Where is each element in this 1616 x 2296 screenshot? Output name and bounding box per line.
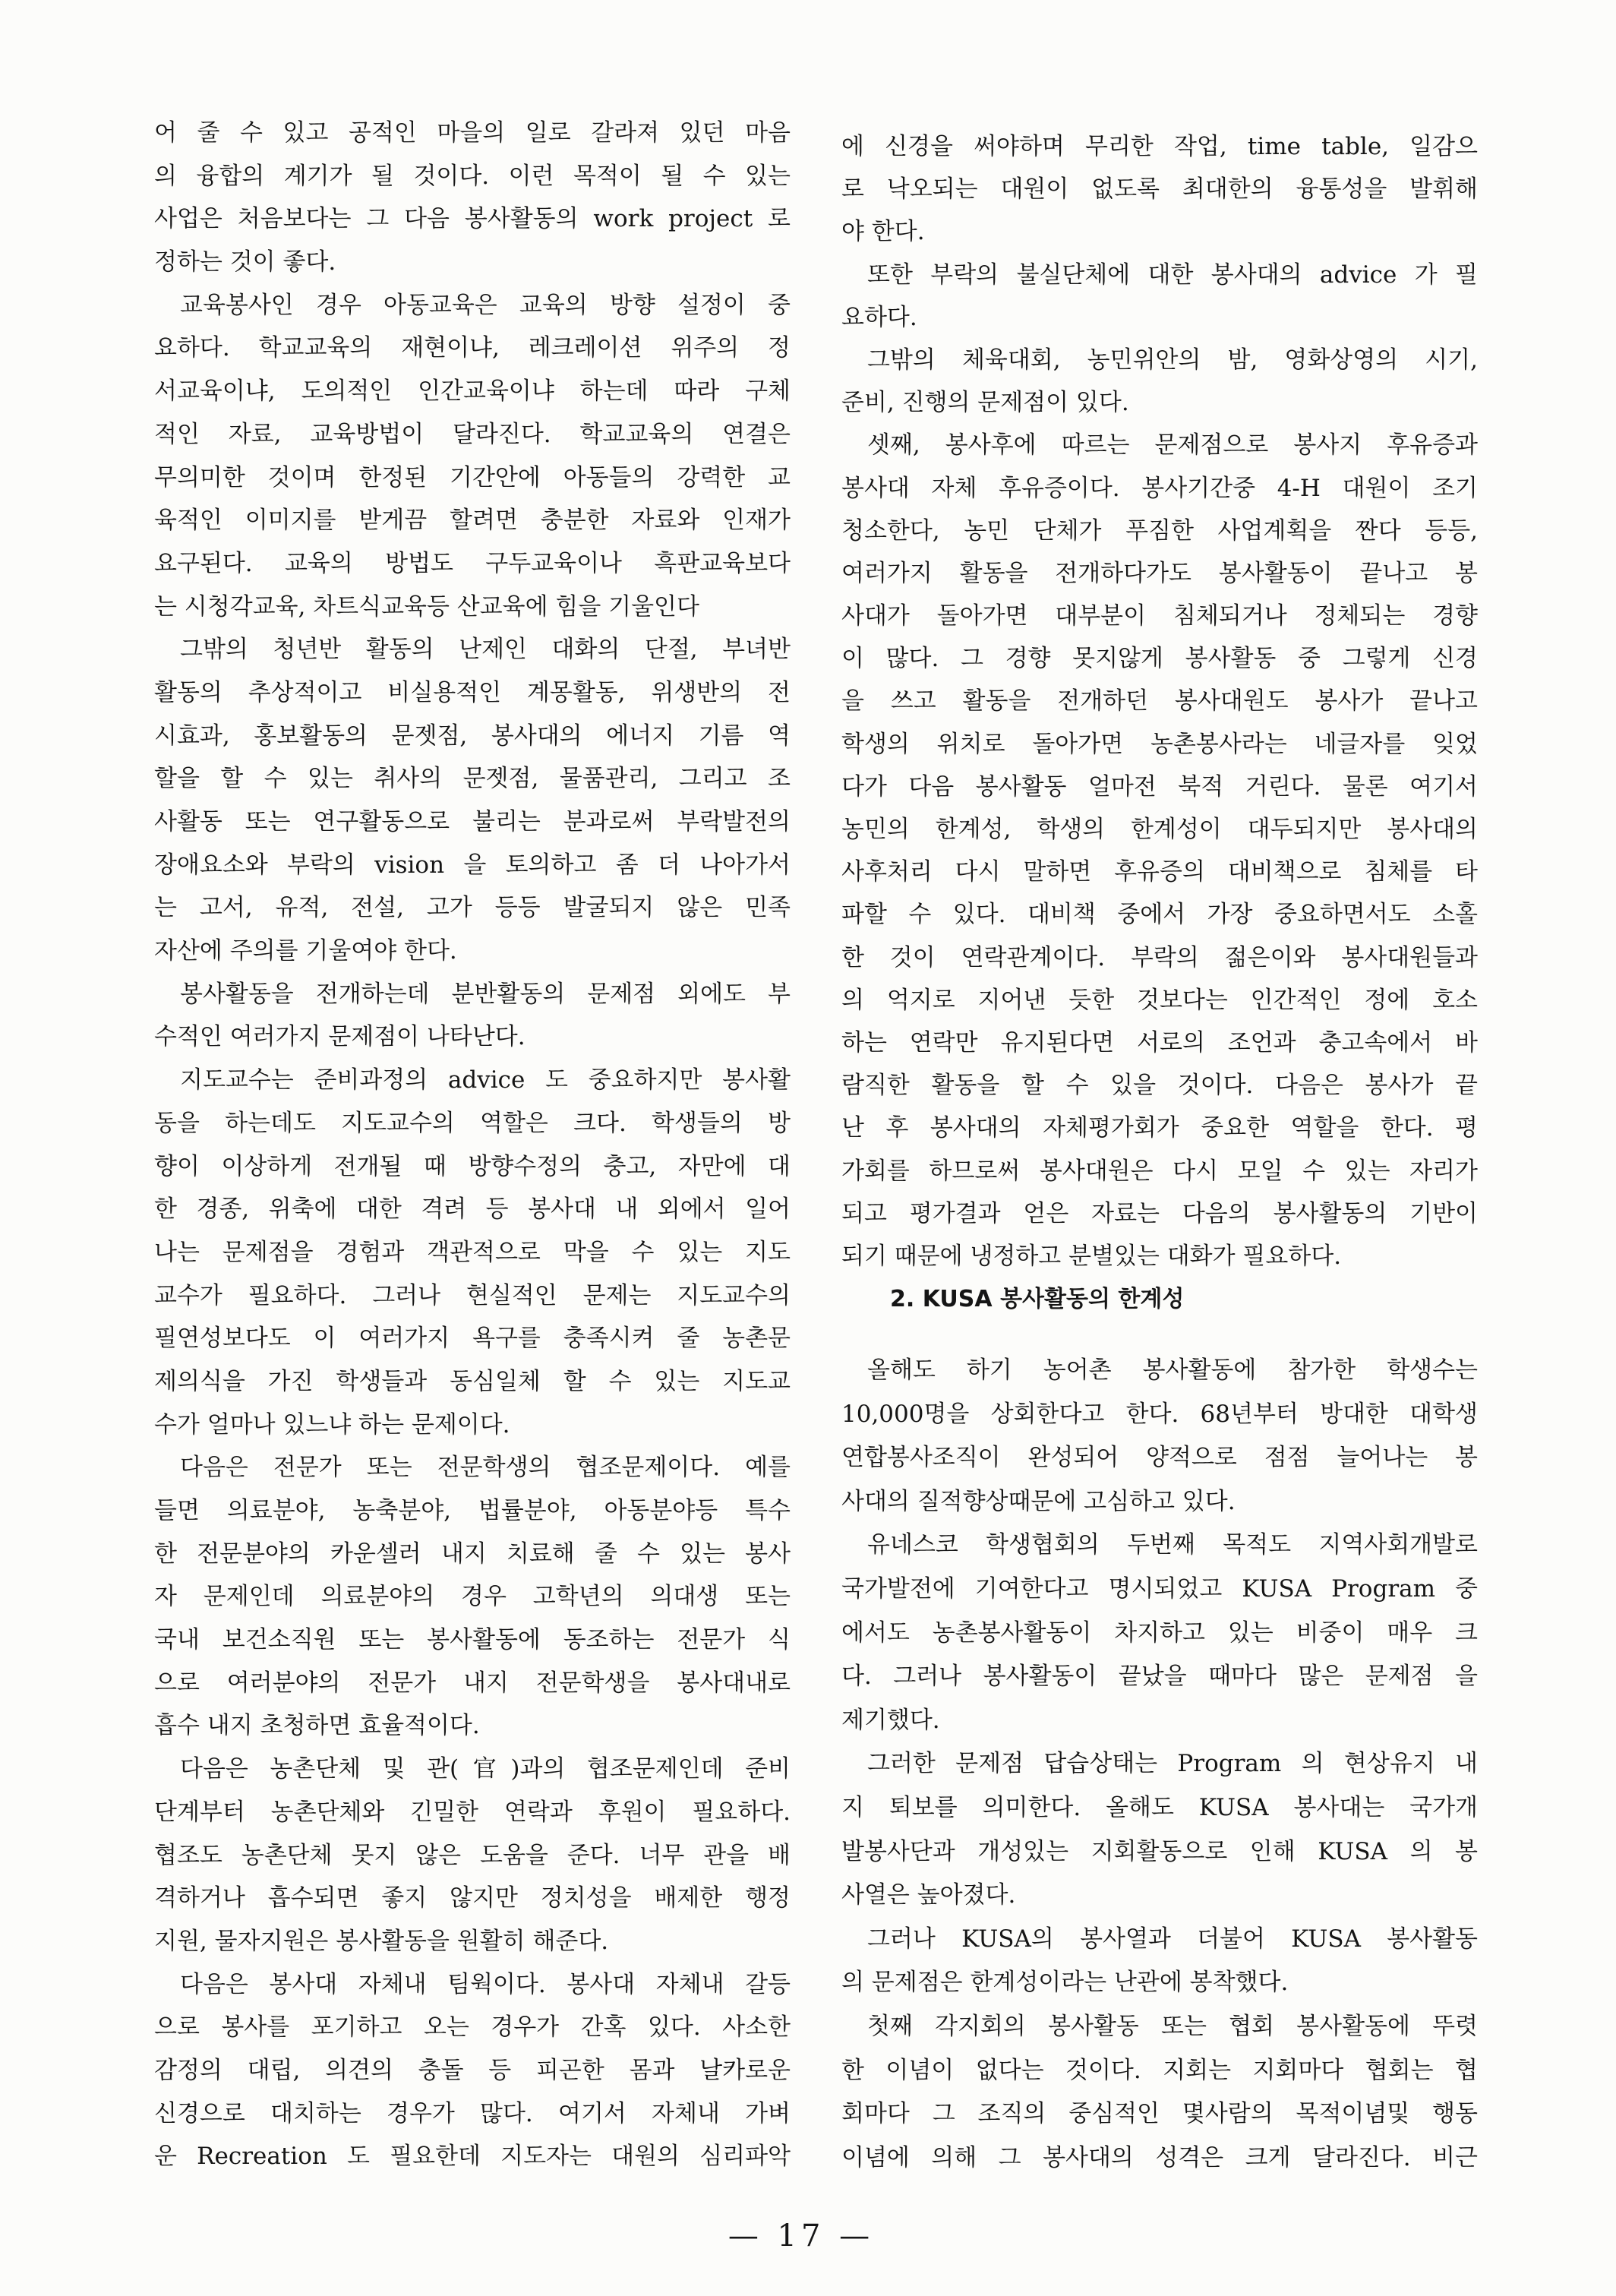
text-line: 적인 자료, 교육방법이 달라진다. 학교교육의 연결은 [154, 420, 791, 448]
text-line: 셋째, 봉사후에 따르는 문제점으로 봉사지 후유증과 [867, 431, 1478, 460]
paragraph [841, 339, 1478, 424]
text-line: 봉사대 자체 후유증이다. 봉사기간중 4-H 대원이 조기 [841, 474, 1478, 502]
text-line: 단계부터 농촌단체와 긴밀한 연락과 후원이 필요하다. [154, 1798, 791, 1826]
text-line: 사후처리 다시 말하면 후유증의 대비책으로 침체를 타 [841, 858, 1478, 886]
text-line: 자산에 주의를 기울여야 한다. [154, 937, 457, 965]
text-line: 나는 문제점을 경험과 객관적으로 막을 수 있는 지도 [154, 1238, 791, 1266]
text-line: 회마다 그 조직의 중심적인 몇사람의 목적이념및 행동 [841, 2100, 1478, 2128]
text-line: 한 전문분야의 카운셀러 내지 치료해 줄 수 있는 봉사 [154, 1540, 791, 1568]
text-line: 동을 하는데도 지도교수의 역할은 크다. 학생들의 방 [154, 1109, 791, 1137]
text-line: 서교육이냐, 도의적인 인간교육이냐 하는데 따라 구체 [154, 377, 791, 406]
text-line: 지도교수는 준비과정의 advice 도 중요하지만 봉사활 [180, 1066, 791, 1094]
text-line: 신경으로 대치하는 경우가 많다. 여기서 자체내 가벼 [154, 2099, 791, 2127]
text-line: 한 것이 연락관계이다. 부락의 젊은이와 봉사대원들과 [841, 943, 1478, 971]
text-line: 지원, 물자지원은 봉사활동을 원활히 해준다. [154, 1927, 609, 1955]
text-line: 필연성보다도 이 여러가지 욕구를 충족시켜 줄 농촌문 [154, 1325, 791, 1353]
text-line: 되고 평가결과 얻은 자료는 다음의 봉사활동의 기반이 [841, 1199, 1478, 1227]
paragraph [154, 1748, 791, 1963]
text-line: 농민의 한계성, 학생의 한계성이 대두되지만 봉사대의 [841, 816, 1478, 843]
text-line: 장애요소와 부락의 vision 을 토의하고 좀 더 나아가서 [154, 851, 791, 879]
text-line: 그러나 KUSA의 봉사열과 더불어 KUSA 봉사활동 [867, 1925, 1478, 1953]
text-line: 다음은 농촌단체 및 관(官)과의 협조문제인데 준비 [180, 1755, 791, 1783]
paragraph [841, 1524, 1478, 1742]
text-line: 으로 봉사를 포기하고 오는 경우가 간혹 있다. 사소한 [154, 2013, 791, 2042]
text-line: 활동의 추상적이고 비실용적인 계몽활동, 위생반의 전 [154, 678, 791, 706]
text-line: 또한 부락의 불실단체에 대한 봉사대의 advice 가 필 [867, 261, 1478, 289]
text-line: 국가발전에 기여한다고 명시되었고 KUSA Program 중 [841, 1575, 1478, 1603]
text-line: 교수가 필요하다. 그러나 현실적인 문제는 지도교수의 [154, 1281, 791, 1309]
text-line: 야 한다. [841, 218, 925, 246]
text-line: 유네스코 학생협회의 두번째 목적도 지역사회개발로 [867, 1531, 1478, 1559]
text-line: 이 많다. 그 경향 못지않게 봉사활동 중 그렇게 신경 [841, 645, 1478, 673]
paragraph [154, 973, 791, 1059]
text-line: 감정의 대립, 의견의 충돌 등 피곤한 몸과 날카로운 [154, 2056, 791, 2084]
text-line: 사대가 돌아가면 대부분이 침체되거나 정체되는 경향 [841, 602, 1478, 630]
section-heading: 2. KUSA 봉사활동의 한계성 [890, 1286, 1185, 1313]
text-line: 봉사활동을 전개하는데 분반활동의 문제점 외에도 부 [180, 980, 791, 1008]
text-line: 사업은 처음보다는 그 다음 봉사활동의 work project 로 [154, 205, 791, 233]
text-line: 그러한 문제점 답습상태는 Program 의 현상유지 내 [867, 1750, 1478, 1778]
text-line: 사열은 높아졌다. [841, 1881, 1016, 1909]
text-line: 요구된다. 교육의 방법도 구두교육이나 흑판교육보다 [154, 549, 791, 577]
right-column-body-lower [841, 1349, 1478, 2180]
text-line: 수가 얼마나 있느냐 하는 문제이다. [154, 1410, 510, 1439]
text-line: 제의식을 가진 학생들과 동심일체 할 수 있는 지도교 [154, 1367, 791, 1395]
text-line: 첫째 각지회의 봉사활동 또는 협회 봉사활동에 뚜렷 [867, 2012, 1478, 2040]
text-line: 다. 그러나 봉사활동이 끝났을 때마다 많은 문제점 을 [841, 1663, 1478, 1691]
text-line: 는 고서, 유적, 전설, 고가 등등 발굴되지 않은 민족 [154, 894, 791, 922]
text-line: 교육봉사인 경우 아동교육은 교육의 방향 설정이 중 [180, 291, 791, 319]
paragraph [841, 254, 1478, 339]
paragraph [154, 1963, 791, 2178]
paragraph [154, 112, 791, 284]
text-line: 그밖의 체육대회, 농민위안의 밤, 영화상영의 시기, [867, 346, 1478, 374]
text-line: 에서도 농촌봉사활동이 차지하고 있는 비중이 매우 크 [841, 1619, 1478, 1647]
right-column [841, 125, 1478, 2180]
paragraph [154, 628, 791, 973]
right-column-body-upper [841, 125, 1478, 1277]
text-line: 어 줄 수 있고 공적인 마을의 일로 갈라져 있던 마음 [154, 119, 791, 147]
text-line: 무의미한 것이며 한정된 기간안에 아동들의 강력한 교 [154, 463, 791, 491]
text-line: 운 Recreation 도 필요한데 지도자는 대원의 심리파악 [154, 2143, 791, 2171]
left-column-body [154, 112, 791, 2178]
text-line: 난 후 봉사대의 자체평가회가 중요한 역할을 한다. 평 [841, 1114, 1478, 1142]
text-line: 제기했다. [841, 1706, 940, 1734]
text-line: 가회를 하므로써 봉사대원은 다시 모일 수 있는 자리가 [841, 1157, 1478, 1185]
text-line: 이념에 의해 그 봉사대의 성격은 크게 달라진다. 비근 [841, 2143, 1478, 2171]
text-line: 로 낙오되는 대원이 없도록 최대한의 융통성을 발휘해 [841, 175, 1478, 204]
text-line: 의 문제점은 한계성이라는 난관에 봉착했다. [841, 1969, 1289, 1997]
text-line: 연합봉사조직이 완성되어 양적으로 점점 늘어나는 봉 [841, 1444, 1478, 1472]
text-line: 청소한다, 농민 단체가 푸짐한 사업계획을 짠다 등등, [841, 516, 1478, 545]
text-line: 한 이념이 없다는 것이다. 지회는 지회마다 협회는 협 [841, 2056, 1478, 2084]
text-line: 육적인 이미지를 받게끔 할려면 충분한 자료와 인재가 [154, 507, 791, 535]
text-line: 을 쓰고 활동을 전개하던 봉사대원도 봉사가 끝나고 [841, 687, 1478, 715]
text-line: 다가 다음 봉사활동 얼마전 북적 거린다. 물론 여기서 [841, 772, 1478, 801]
text-line: 는 시청각교육, 차트식교육등 산교육에 힘을 기울인다 [154, 592, 699, 621]
text-line: 다음은 전문가 또는 전문학생의 협조문제이다. 예를 [180, 1454, 791, 1482]
text-line: 에 신경을 써야하며 무리한 작업, time table, 일감으 [841, 133, 1478, 160]
text-line: 향이 이상하게 전개될 때 방향수정의 충고, 자만에 대 [154, 1152, 791, 1180]
text-line: 으로 여러분야의 전문가 내지 전문학생을 봉사대내로 [154, 1669, 791, 1697]
text-line: 수적인 여러가지 문제점이 나타난다. [154, 1023, 526, 1051]
text-line: 되기 때문에 냉정하고 분별있는 대화가 필요하다. [841, 1242, 1342, 1270]
paragraph [841, 1918, 1478, 2005]
text-line: 준비, 진행의 문제점이 있다. [841, 389, 1129, 417]
text-line: 자 문제인데 의료분야의 경우 고학년의 의대생 또는 [154, 1583, 791, 1611]
text-line: 협조도 농촌단체 못지 않은 도움을 준다. 너무 관을 배 [154, 1841, 791, 1869]
paragraph [841, 125, 1478, 254]
text-line: 그밖의 청년반 활동의 난제인 대화의 단절, 부녀반 [180, 636, 791, 664]
text-line: 흡수 내지 초청하면 효율적이다. [154, 1712, 480, 1740]
left-column [154, 112, 791, 2178]
text-line: 파할 수 있다. 대비책 중에서 가장 중요하면서도 소홀 [841, 901, 1478, 929]
text-line: 지 퇴보를 의미한다. 올해도 KUSA 봉사대는 국가개 [841, 1794, 1478, 1821]
paragraph [154, 1059, 791, 1446]
text-line: 한 경종, 위축에 대한 격려 등 봉사대 내 외에서 일어 [154, 1195, 791, 1224]
text-line: 요하다. 학교교육의 재현이냐, 레크레이션 위주의 정 [154, 334, 791, 362]
text-line: 국내 보건소직원 또는 봉사활동에 동조하는 전문가 식 [154, 1626, 791, 1654]
paragraph [841, 1742, 1478, 1917]
text-line: 요하다. [841, 303, 917, 331]
text-line: 올해도 하기 농어촌 봉사활동에 참가한 학생수는 [867, 1356, 1478, 1385]
page-number: — 17 — [728, 2219, 875, 2253]
text-line: 여러가지 활동을 전개하다가도 봉사활동이 끝나고 봉 [841, 559, 1478, 587]
text-line: 10,000명을 상회한다고 한다. 68년부터 방대한 대학생 [841, 1400, 1478, 1428]
text-line: 격하거나 흡수되면 좋지 않지만 정치성을 배제한 행정 [154, 1884, 791, 1912]
text-line: 사대의 질적향상때문에 고심하고 있다. [841, 1487, 1236, 1515]
text-line: 들면 의료분야, 농축분야, 법률분야, 아동분야등 특수 [154, 1497, 791, 1524]
text-line: 시효과, 홍보활동의 문젯점, 봉사대의 에너지 기름 역 [154, 722, 791, 750]
text-line: 정하는 것이 좋다. [154, 248, 336, 276]
text-line: 학생의 위치로 돌아가면 농촌봉사라는 네글자를 잊었 [841, 730, 1478, 758]
text-line: 발봉사단과 개성있는 지회활동으로 인해 KUSA 의 봉 [841, 1837, 1478, 1865]
paragraph [841, 424, 1478, 1277]
text-line: 의 융합의 계기가 될 것이다. 이런 목적이 될 수 있는 [154, 162, 791, 190]
text-line: 하는 연락만 유지된다면 서로의 조언과 충고속에서 바 [841, 1028, 1478, 1056]
text-line: 할을 할 수 있는 취사의 문젯점, 물품관리, 그리고 조 [154, 765, 791, 793]
paragraph [154, 1446, 791, 1748]
text-line: 람직한 활동을 할 수 있을 것이다. 다음은 봉사가 끝 [841, 1072, 1478, 1100]
text-line: 사활동 또는 연구활동으로 불리는 분과로써 부락발전의 [154, 808, 791, 835]
text-line: 의 억지로 지어낸 듯한 것보다는 인간적인 정에 호소 [841, 986, 1478, 1014]
paragraph [841, 1349, 1478, 1524]
paragraph [841, 2005, 1478, 2180]
text-line: 다음은 봉사대 자체내 팀웍이다. 봉사대 자체내 갈등 [180, 1970, 791, 1998]
paragraph [154, 284, 791, 629]
